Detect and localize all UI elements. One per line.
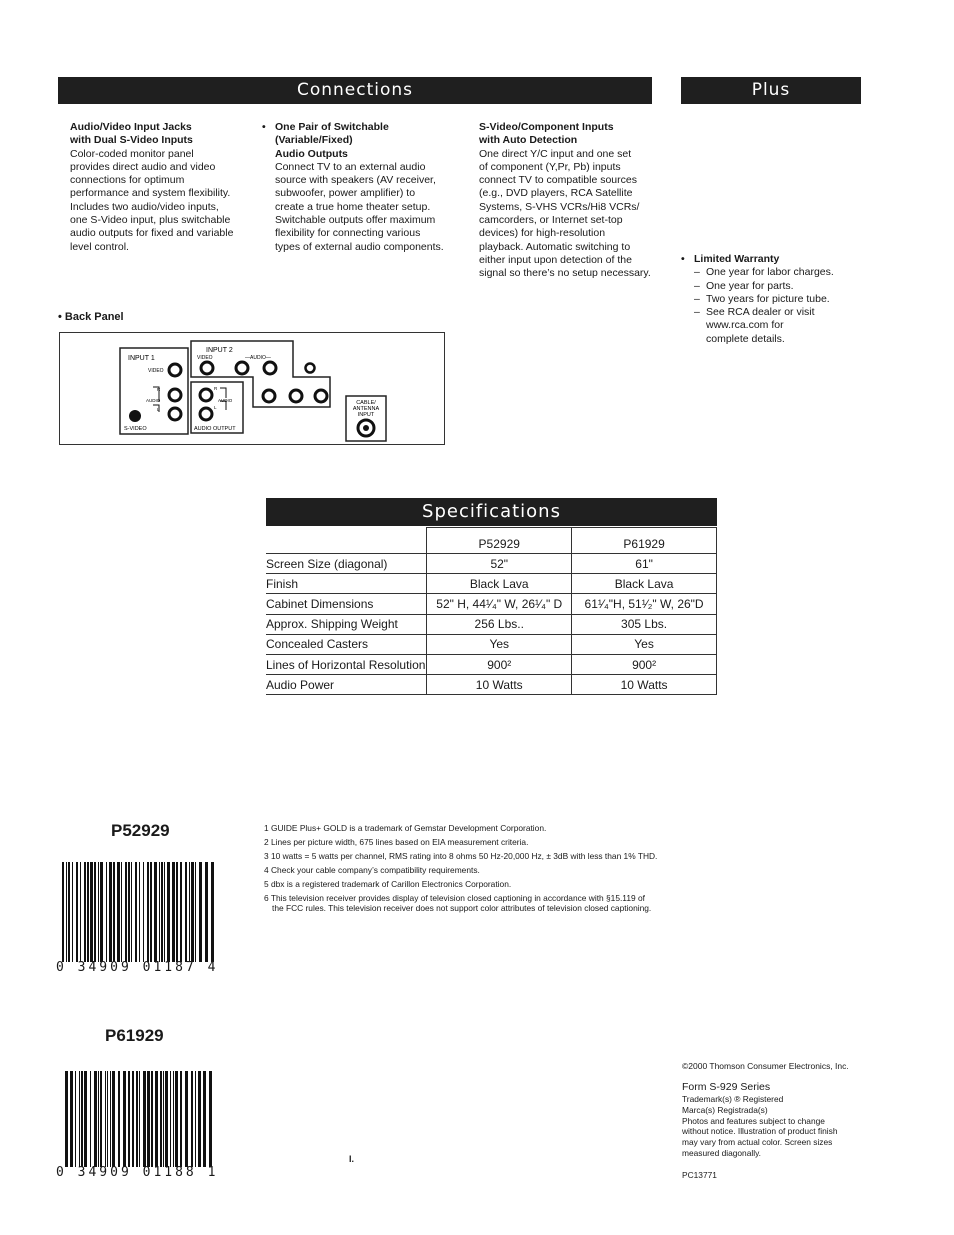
col2-body-5: Switchable outputs offer maximum: [275, 214, 436, 227]
input2-audio-label: —AUDIO—: [245, 355, 271, 361]
barcode-bar: [195, 862, 196, 962]
fine-line: may vary from actual color. Screen sizes: [682, 1137, 833, 1148]
barcode-bar: [199, 862, 202, 962]
cable-label-2: ANTENNA: [352, 406, 380, 412]
fine-line: Trademark(s) ® Registered: [682, 1094, 784, 1104]
table-row: [266, 634, 717, 654]
spec-label: Audio Power: [266, 675, 427, 695]
barcode-bar: [112, 1071, 115, 1167]
spec-value-b: 61¹⁄₄"H, 51¹⁄₂" W, 26"D: [572, 594, 717, 614]
barcode-bar: [191, 1071, 193, 1167]
model-title-p52929: P52929: [111, 821, 170, 840]
component-pb-jack: [315, 390, 327, 402]
spec-label: Approx. Shipping Weight: [266, 614, 427, 634]
barcode-bar: [87, 862, 89, 962]
input2-video-jack: [201, 362, 213, 374]
col3-body-1: One direct Y/C input and one set: [479, 147, 632, 160]
barcode-bar: [143, 862, 144, 962]
connections-header: Connections: [58, 77, 652, 104]
barcode-bar: [135, 862, 137, 962]
barcode-bar: [80, 862, 81, 962]
svideo-label: S-VIDEO: [124, 426, 147, 432]
barcode-bar: [136, 1071, 138, 1167]
plus-item-text: One year for labor charges.: [706, 266, 834, 279]
barcode-bar: [172, 862, 175, 962]
barcode-bar: [123, 1071, 126, 1167]
barcode-bar: [147, 862, 149, 962]
barcode-bar: [139, 1071, 140, 1167]
plus-item: [694, 306, 856, 319]
plus-warranty: [681, 253, 856, 346]
svideo-jack: [129, 410, 141, 422]
spec-model-2: P61929: [572, 528, 717, 554]
plus-item: [694, 293, 856, 306]
audio-output-label: AUDIO OUTPUT: [194, 426, 236, 432]
barcode-bar: [79, 1071, 80, 1167]
input1-l-label: L: [157, 407, 160, 412]
footnote: 3 10 watts = 5 watts per channel, RMS rating into 8 ohms 50 Hz-20,000 Hz, ± 3dB with less than 1% THD.: [264, 851, 658, 861]
fine-print: [682, 1094, 854, 1159]
pc-number: PC13771: [682, 1170, 717, 1180]
spec-value-b: 305 Lbs.: [572, 614, 717, 634]
barcode-bar: [128, 1071, 130, 1167]
output-l-label: L: [214, 405, 217, 410]
col2-title-3: Audio Outputs: [275, 147, 348, 160]
table-row: [266, 574, 717, 594]
back-panel-svg: [60, 333, 444, 444]
output-audio-label: AUDIO: [218, 398, 233, 403]
barcode-bar: [203, 1071, 206, 1167]
barcode-bar: [161, 862, 163, 962]
barcode-bar: [121, 862, 122, 962]
barcode-bar: [84, 862, 86, 962]
plus-item-text: See RCA dealer or visit: [706, 306, 815, 319]
barcode-bar: [165, 1071, 168, 1167]
barcode-bar: [62, 862, 64, 962]
barcode-bar: [98, 1071, 99, 1167]
footnote: 2 Lines per picture width, 675 lines based on EIA measurement criteria.: [264, 837, 529, 847]
connections-col-svideo: [479, 121, 655, 281]
table-row: [266, 675, 717, 695]
barcode-bar: [105, 1071, 106, 1167]
spec-header-row: [266, 528, 717, 554]
stray-mark: I.: [349, 1154, 355, 1164]
input2-video-label: VIDEO: [197, 355, 213, 361]
col3-title-2: with Auto Detection: [479, 134, 578, 147]
barcode-bar: [209, 1071, 212, 1167]
barcode-bar: [81, 1071, 83, 1167]
spec-label: Screen Size (diagonal): [266, 554, 427, 574]
barcode-bar: [205, 862, 208, 962]
plus-bullet: •: [681, 252, 685, 265]
table-row: [266, 614, 717, 634]
barcode-bar: [107, 1071, 108, 1167]
plus-title: Limited Warranty: [694, 252, 780, 265]
barcode-bar: [170, 1071, 171, 1167]
plus-item: [694, 266, 856, 279]
barcode-bar: [70, 1071, 73, 1167]
col1-body-2: provides direct audio and video: [70, 160, 216, 173]
output-r-jack: [200, 389, 212, 401]
barcode-digits-p52929: 0 34909 01187 4: [56, 960, 219, 975]
spec-label: Cabinet Dimensions: [266, 594, 427, 614]
barcode-bar: [131, 862, 132, 962]
spec-value-a: 52": [427, 554, 572, 574]
barcode-bar: [68, 862, 70, 962]
plus-continuation: complete details.: [706, 332, 785, 345]
barcode-bar: [109, 862, 112, 962]
output-l-jack: [200, 408, 212, 420]
spec-value-a: 900²: [427, 654, 572, 674]
spec-label: Concealed Casters: [266, 634, 427, 654]
footnote: 5 dbx is a registered trademark of Carillon Electronics Corporation.: [264, 879, 512, 889]
connections-col-av-inputs: [70, 121, 250, 254]
spec-value-a: 10 Watts: [427, 675, 572, 695]
barcode-bar: [132, 1071, 134, 1167]
col1-title-1: Audio/Video Input Jacks: [70, 121, 192, 133]
barcode-bar: [66, 862, 67, 962]
input2-audio-l-jack: [264, 362, 276, 374]
barcode-bar: [164, 862, 165, 962]
footnote: 4 Check your cable company’s compatibility requirements.: [264, 865, 480, 875]
barcode-bar: [94, 1071, 97, 1167]
connections-col-audio-outputs: [262, 121, 458, 254]
spec-value-a: 256 Lbs..: [427, 614, 572, 634]
plus-header: Plus: [681, 77, 861, 104]
barcode-bar: [147, 1071, 150, 1167]
barcode-bar: [118, 1071, 120, 1167]
col2-body-1: Connect TV to an external audio: [275, 160, 426, 173]
footnote: 1 GUIDE Plus+ GOLD is a trademark of Gemstar Development Corporation.: [264, 823, 547, 833]
col1-body-3: connections for optimum: [70, 174, 185, 187]
spec-header-blank: [266, 528, 427, 554]
barcode-bar: [180, 862, 182, 962]
component-y-jack: [263, 390, 275, 402]
specifications-table: [266, 527, 717, 695]
col3-body-8: playback. Automatic switching to: [479, 240, 631, 253]
plus-item: [694, 280, 856, 293]
col1-body-5: Includes two audio/video inputs,: [70, 200, 219, 213]
barcode-bar: [195, 1071, 196, 1167]
col3-body-10: signal so there’s no setup necessary.: [479, 267, 651, 280]
copyright: ©2000 Thomson Consumer Electronics, Inc.: [682, 1061, 849, 1071]
fine-line: without notice. Illustration of product finish: [682, 1126, 838, 1137]
col3-body-5: Systems, S-VHS VCRs/Hi8 VCRs/: [479, 200, 640, 213]
barcode-bar: [100, 1071, 102, 1167]
spec-value-b: Yes: [572, 634, 717, 654]
input1-audio-l-jack: [169, 408, 181, 420]
barcode-bar: [176, 862, 178, 962]
table-row: [266, 594, 717, 614]
plus-item-text: One year for parts.: [706, 279, 794, 292]
barcode-bar: [167, 862, 170, 962]
plus-dash: –: [694, 292, 700, 305]
input1-video-jack: [169, 364, 181, 376]
input2-audio-r-jack: [236, 362, 248, 374]
col2-bullet: •: [262, 121, 266, 133]
col3-body-3: connect TV to compatible sources: [479, 174, 637, 187]
spec-label: Lines of Horizontal Resolution: [266, 654, 427, 674]
barcode-bar: [90, 862, 93, 962]
barcode-bar: [65, 1071, 68, 1167]
barcode-bar: [100, 862, 103, 962]
barcode-bar: [75, 1071, 76, 1167]
col2-body-3: subwoofer, power amplifier) to: [275, 187, 416, 200]
barcode-digits-p61929: 0 34909 01188 1: [56, 1165, 219, 1180]
barcode-bar: [155, 1071, 158, 1167]
spec-value-b: 900²: [572, 654, 717, 674]
barcode-bar: [159, 862, 160, 962]
component-pr-jack: [290, 390, 302, 402]
spec-value-b: 10 Watts: [572, 675, 717, 695]
plus-dash: –: [694, 266, 700, 279]
col2-body-7: types of external audio components.: [275, 240, 444, 253]
col3-body-7: devices) for high-resolution: [479, 227, 606, 240]
fine-line: Photos and features subject to change: [682, 1115, 825, 1126]
col3-body-9: either input upon detection of the: [479, 253, 632, 266]
barcode-bar: [151, 1071, 153, 1167]
barcode-bar: [110, 1071, 111, 1167]
barcode-bar: [154, 862, 157, 962]
input1-audio-label: AUDIO: [146, 398, 161, 403]
spec-value-a: Yes: [427, 634, 572, 654]
barcode-bar: [150, 862, 152, 962]
col2-title-2: (Variable/Fixed): [275, 134, 353, 147]
barcode-bar: [189, 862, 190, 962]
col1-body-4: performance and system flexibility.: [70, 187, 231, 200]
barcode-bar: [76, 862, 78, 962]
fine-line: measured diagonally.: [682, 1147, 761, 1158]
barcode-bar: [173, 1071, 174, 1167]
barcode-p52929: [62, 862, 214, 962]
barcode-bar: [106, 862, 107, 962]
spec-label: Finish: [266, 574, 427, 594]
barcode-bar: [163, 1071, 164, 1167]
back-panel-label: • Back Panel: [58, 311, 124, 323]
col1-body-6: one S-Video input, plus switchable: [70, 214, 231, 227]
input1-r-label: R: [157, 387, 161, 392]
plus-continuation: www.rca.com for: [706, 319, 784, 332]
col1-body-7: audio outputs for fixed and variable: [70, 227, 234, 240]
barcode-bar: [72, 862, 73, 962]
spec-value-b: 61": [572, 554, 717, 574]
barcode-bar: [198, 1071, 201, 1167]
col1-title-2: with Dual S-Video Inputs: [70, 134, 193, 147]
barcode-bar: [117, 862, 120, 962]
col2-body-6: flexibility for connecting various: [275, 227, 421, 240]
form-title: Form S-929 Series: [682, 1081, 771, 1093]
spec-value-a: Black Lava: [427, 574, 572, 594]
col3-body-4: (e.g., DVD players, RCA Satellite: [479, 187, 633, 200]
barcode-bar: [139, 862, 140, 962]
barcode-bar: [191, 862, 194, 962]
footnote: 6 This television receiver provides display of television closed captioning in accordance with §15.119 of the FCC rules. This television receiver does not support color attributes of television closed captioning.: [264, 893, 652, 913]
col2-body-2: source with speakers (AV receiver,: [275, 174, 436, 187]
plus-dash: –: [694, 279, 700, 292]
barcode-p61929: [65, 1071, 213, 1167]
fine-line: Marca(s) Registrada(s): [682, 1104, 768, 1115]
barcode-bar: [94, 862, 96, 962]
table-row: [266, 554, 717, 574]
back-panel-diagram: [59, 332, 445, 445]
spec-model-1: P52929: [427, 528, 572, 554]
col2-body-4: create a true home theater setup.: [275, 200, 431, 213]
barcode-bar: [185, 1071, 188, 1167]
barcode-bar: [128, 862, 130, 962]
col2-title-1: One Pair of Switchable: [275, 121, 389, 133]
barcode-bar: [160, 1071, 162, 1167]
table-row: [266, 654, 717, 674]
barcode-bar: [125, 862, 127, 962]
col3-body-6: camcorders, or Internet set-top: [479, 214, 623, 227]
spec-value-b: Black Lava: [572, 574, 717, 594]
barcode-bar: [90, 1071, 91, 1167]
plus-item-text: Two years for picture tube.: [706, 292, 830, 305]
barcode-bar: [98, 862, 99, 962]
component-small-jack: [306, 364, 315, 373]
col3-title-1: S-Video/Component Inputs: [479, 121, 614, 133]
input1-audio-r-jack: [169, 389, 181, 401]
specifications-header: Specifications: [266, 498, 717, 526]
input1-label: INPUT 1: [128, 355, 155, 362]
input1-video-label: VIDEO: [148, 368, 164, 374]
barcode-bar: [211, 862, 214, 962]
barcode-bar: [84, 1071, 87, 1167]
cable-label-1: CABLE/: [356, 400, 376, 406]
output-r-label: R: [214, 386, 218, 391]
col3-body-2: of component (Y,Pr, Pb) inputs: [479, 160, 621, 173]
spec-value-a: 52" H, 44¹⁄₄" W, 26¹⁄₄" D: [427, 594, 572, 614]
col1-body-8: level control.: [70, 240, 129, 253]
model-title-p61929: P61929: [105, 1026, 164, 1045]
barcode-bar: [113, 862, 115, 962]
plus-dash: –: [694, 306, 700, 319]
barcode-bar: [185, 862, 187, 962]
footnotes: [264, 823, 658, 917]
barcode-bar: [175, 1071, 178, 1167]
cable-antenna-jack-core: [363, 425, 369, 431]
barcode-bar: [180, 1071, 182, 1167]
barcode-bar: [143, 1071, 146, 1167]
col1-body-1: Color-coded monitor panel: [70, 147, 194, 160]
input2-label: INPUT 2: [206, 347, 233, 354]
cable-label-3: INPUT: [357, 412, 375, 418]
